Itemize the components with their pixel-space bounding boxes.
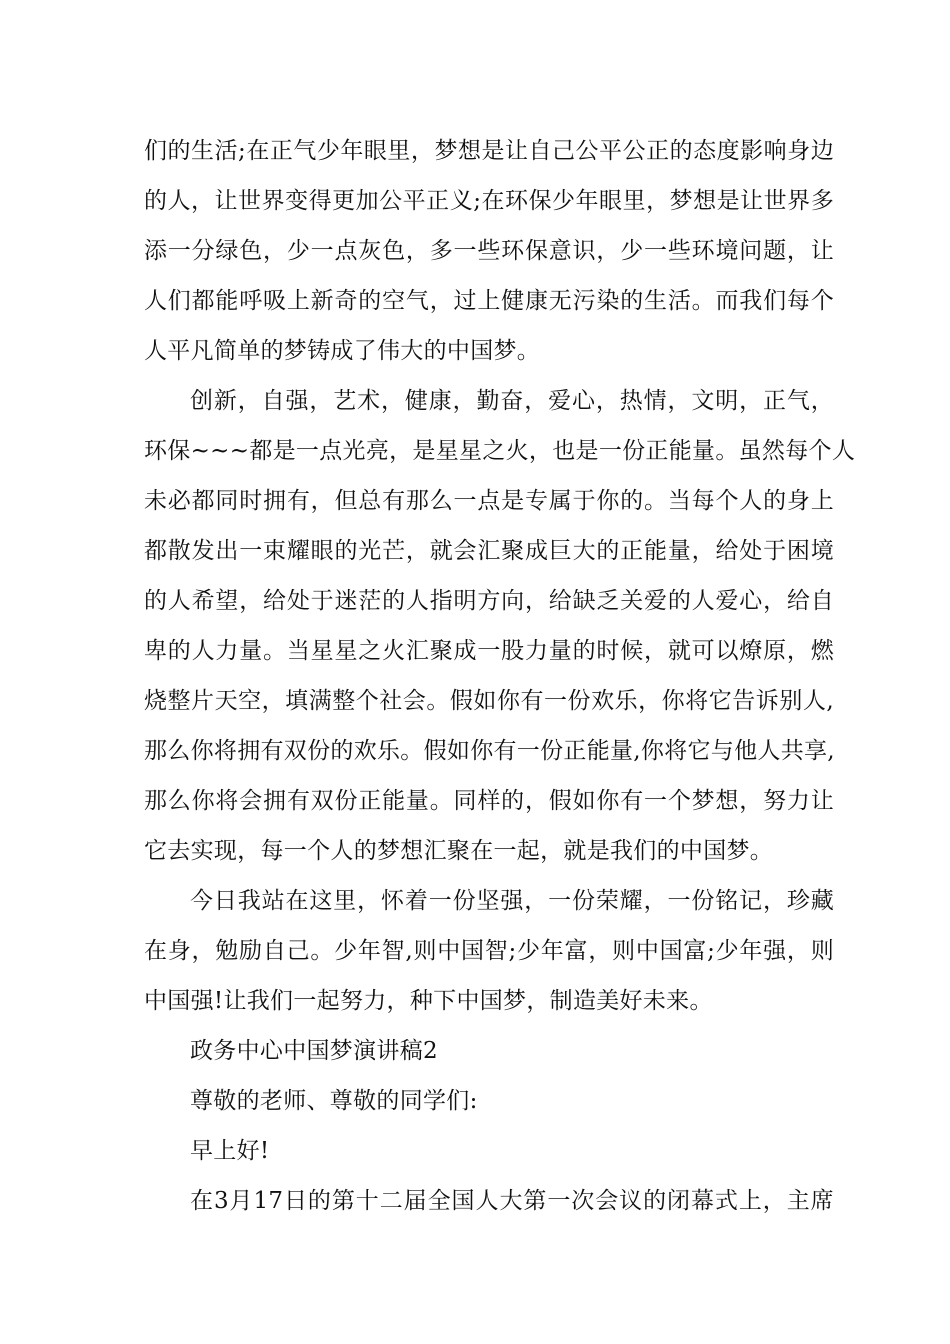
salutation: 尊敬的老师、尊敬的同学们: [190,1088,478,1114]
paragraph-4 [144,1176,834,1226]
text-line: 人们都能呼吸上新奇的空气，过上健康无污染的生活。而我们每个 [144,288,834,314]
section-title: 政务中心中国梦演讲稿2 [190,1038,438,1064]
text-line: 们的生活;在正气少年眼里，梦想是让自己公平公正的态度影响身边 [144,138,834,164]
greeting: 早上好! [190,1138,270,1164]
text-line: 的人希望，给处于迷茫的人指明方向，给缺乏关爱的人爱心，给自 [144,588,834,614]
text-line: 在身，勉励自己。少年智,则中国智;少年富，则中国富;少年强，则 [144,938,834,964]
text-line: 人平凡简单的梦铸成了伟大的中国梦。 [144,338,541,364]
text-line: 都散发出一束耀眼的光芒，就会汇聚成巨大的正能量，给处于困境 [144,538,834,564]
paragraph-2 [144,376,856,876]
text-line: 添一分绿色，少一点灰色，多一些环保意识，少一些环境问题，让 [144,238,834,264]
text-line: 烧整片天空，填满整个社会。假如你有一份欢乐，你将它告诉别人, [144,688,834,714]
text-line: 那么你将拥有双份的欢乐。假如你有一份正能量,你将它与他人共享, [144,738,835,764]
text-line: 今日我站在这里，怀着一份坚强，一份荣耀，一份铭记，珍藏 [190,888,834,914]
paragraph-3 [144,876,834,1026]
text-line: 那么你将会拥有双份正能量。同样的，假如你有一个梦想，努力让 [144,788,834,814]
document-body [144,126,856,1226]
text-line: 在3月17日的第十二届全国人大第一次会议的闭幕式上，主席 [190,1188,834,1214]
text-line: 中国强!让我们一起努力，种下中国梦，制造美好未来。 [144,988,713,1014]
text-line: 环保~~~都是一点光亮，是星星之火，也是一份正能量。虽然每个人 [144,438,856,464]
text-line: 创新，自强，艺术，健康，勤奋，爱心，热情，文明，正气， [190,388,834,414]
text-line: 未必都同时拥有，但总有那么一点是专属于你的。当每个人的身上 [144,488,834,514]
text-line: 的人，让世界变得更加公平正义;在环保少年眼里，梦想是让世界多 [144,188,834,214]
text-line: 它去实现，每一个人的梦想汇聚在一起，就是我们的中国梦。 [144,838,774,864]
text-line: 卑的人力量。当星星之火汇聚成一股力量的时候，就可以燎原，燃 [144,638,834,664]
paragraph-1 [144,126,834,376]
